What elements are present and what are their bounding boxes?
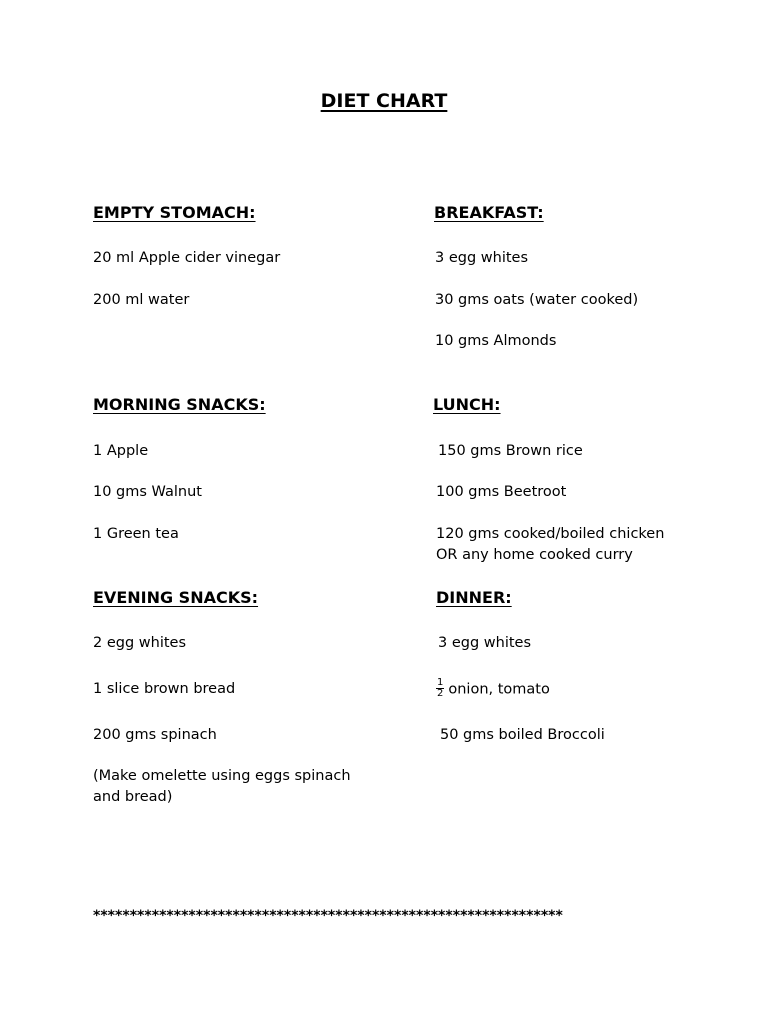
breakfast-item: 30 gms oats (water cooked)	[435, 292, 639, 308]
evening-snacks-note: (Make omelette using eggs spinach	[93, 768, 351, 784]
breakfast-item: 10 gms Almonds	[435, 333, 557, 349]
breakfast-heading: BREAKFAST:	[434, 203, 544, 222]
half-fraction	[436, 678, 444, 699]
evening-snacks-item: 200 gms spinach	[93, 727, 217, 743]
lunch-heading: LUNCH:	[433, 395, 501, 414]
evening-snacks-item: 1 slice brown bread	[93, 681, 236, 697]
empty-stomach-heading: EMPTY STOMACH:	[93, 203, 256, 222]
footer-asterisk-line: ****************************************************************	[93, 908, 563, 924]
breakfast-item: 3 egg whites	[435, 250, 529, 266]
dinner-item: 3 egg whites	[438, 635, 532, 651]
dinner-item: 50 gms boiled Broccoli	[440, 727, 605, 743]
dinner-heading: DINNER:	[436, 588, 512, 607]
dinner-item: onion, tomato	[448, 681, 550, 698]
lunch-item: 150 gms Brown rice	[438, 443, 583, 459]
morning-snacks-item: 10 gms Walnut	[93, 484, 202, 500]
evening-snacks-heading: EVENING SNACKS:	[93, 588, 259, 607]
morning-snacks-item: 1 Apple	[93, 443, 149, 459]
morning-snacks-heading: MORNING SNACKS:	[93, 395, 266, 414]
evening-snacks-note: and bread)	[93, 789, 173, 805]
fraction-denominator: 2	[437, 688, 444, 699]
lunch-item: OR any home cooked curry	[436, 547, 633, 563]
fraction-numerator: 1	[437, 677, 444, 688]
morning-snacks-item: 1 Green tea	[93, 526, 179, 542]
empty-stomach-item: 200 ml water	[93, 292, 190, 308]
lunch-item: 120 gms cooked/boiled chicken	[436, 526, 665, 542]
evening-snacks-item: 2 egg whites	[93, 635, 187, 651]
page-title: DIET CHART	[320, 90, 448, 112]
empty-stomach-item: 20 ml Apple cider vinegar	[93, 250, 281, 266]
dinner-item-fraction-row	[436, 679, 550, 701]
lunch-item: 100 gms Beetroot	[436, 484, 567, 500]
